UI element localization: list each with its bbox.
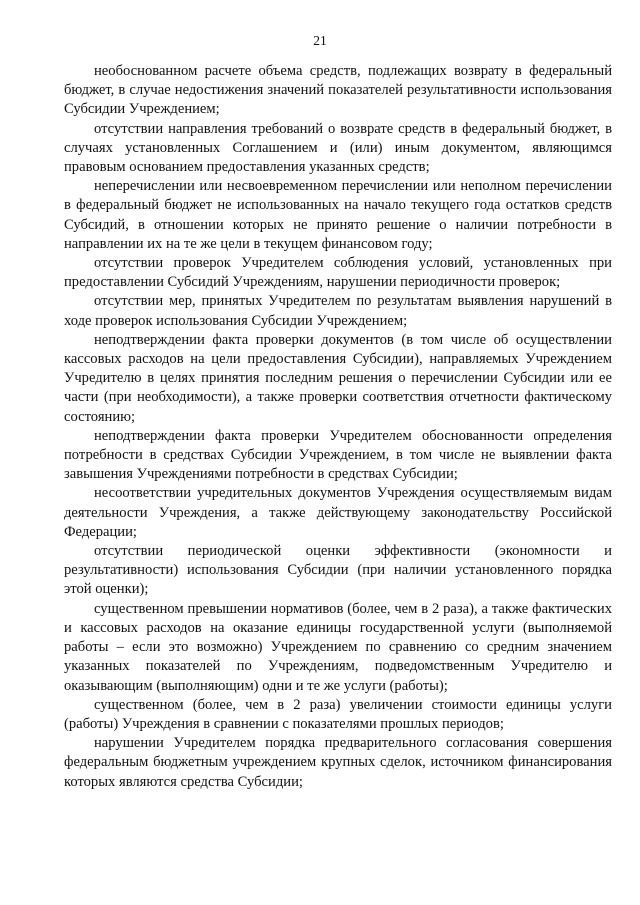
paragraph-12: нарушении Учредителем порядка предварительного согласования совершения федеральным бюджетным учреждением крупных сделок, источником финансирования которых являются средства Субсидии; bbox=[64, 735, 612, 790]
paragraph-11: существенном (более, чем в 2 раза) увеличении стоимости единицы услуги (работы) Учреждения в сравнении с показателями прошлых периодов; bbox=[64, 696, 612, 732]
paragraph-10: существенном превышении нормативов (более, чем в 2 раза), а также фактических и кассовых расходов на оказание единицы государственной услуги (выполняемой работы – если это возможно) Учреждением по сравнению со средним значением указанных показателей по Учреждениям, подведомственным Учредителю и оказывающим (выполняющим) одни и те же услуги (работы); bbox=[64, 600, 612, 694]
paragraph-3: неперечислении или несвоевременном перечислении или неполном перечислении в федеральный бюджет не использованных на начало текущего года остатков средств Субсидий, в отношении которых не принято решение о наличии потребности в направлении их на те же цели в текущем финансовом году; bbox=[64, 178, 612, 252]
paragraph-8: несоответствии учредительных документов Учреждения осуществляемым видам деятельности Учреждения, а также действующему законодательству Российской Федерации; bbox=[64, 485, 612, 540]
paragraph-6: неподтверждении факта проверки документов (в том числе об осуществлении кассовых расходов на цели предоставления Субсидии), направляемых Учреждением Учредителю в целях принятия последним решения о перечислении Субсидии или ее части (при необходимости), а также проверки соответствия отчетности фактическому состоянию; bbox=[64, 331, 612, 425]
paragraph-9: отсутствии периодической оценки эффективности (экономности и результативности) использования Субсидии (при наличии установленного порядка этой оценки); bbox=[64, 543, 612, 598]
paragraph-2: отсутствии направления требований о возврате средств в федеральный бюджет, в случаях установленных Соглашением и (или) иным документом, являющимся правовым основанием предоставления указанных средств; bbox=[64, 120, 612, 176]
paragraph-1: необоснованном расчете объема средств, подлежащих возврату в федеральный бюджет, в случае недостижения значений показателей результативности использования Субсидии Учреждением; bbox=[64, 63, 612, 118]
paragraph-5: отсутствии мер, принятых Учредителем по результатам выявления нарушений в ходе проверок использования Субсидии Учреждением; bbox=[64, 293, 612, 329]
document-body bbox=[64, 62, 612, 792]
page-number: 21 bbox=[313, 33, 327, 48]
paragraph-4: отсутствии проверок Учредителем соблюдения условий, установленных при предоставлении Субсидий Учреждениям, нарушении периодичности проверок; bbox=[64, 255, 612, 291]
paragraph-7: неподтверждении факта проверки Учредителем обоснованности определения потребности в средствах Субсидии Учреждением, в том числе не выявлении факта завышения Учреждениями потребности в средствах Субсидии; bbox=[64, 427, 612, 483]
